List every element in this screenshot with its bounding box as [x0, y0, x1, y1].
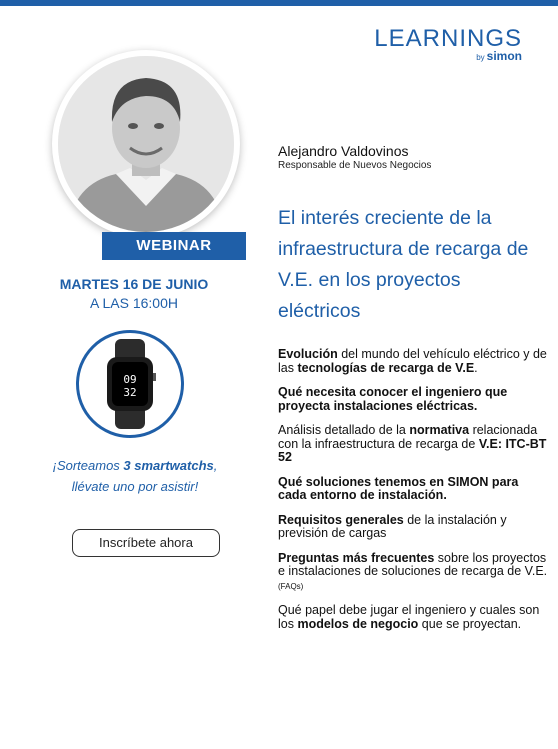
logo-wordmark: LEARNINGS — [374, 25, 522, 52]
learnings-logo — [374, 26, 522, 64]
webinar-time: A LAS 16:00H — [90, 295, 178, 311]
webinar-headline: El interés creciente de la infraestructura de recarga de V.E. en los proyectos eléctricos — [278, 207, 529, 322]
agenda-item: Evolución del mundo del vehículo eléctrico y de las tecnologías de recarga de V.E. — [278, 347, 547, 375]
watch-hours: 09 — [123, 373, 137, 386]
smartwatch-image — [76, 330, 184, 438]
agenda-item: Qué papel debe jugar el ingeniero y cuales son los modelos de negocio que se proyectan. — [278, 603, 540, 631]
watch-minutes: 32 — [123, 386, 137, 399]
agenda-item: Requisitos generales de la instalación y previsión de cargas — [278, 512, 507, 540]
speaker-photo-illustration — [58, 56, 234, 232]
speaker-portrait — [52, 50, 240, 238]
giveaway-line-2: llévate uno por asistir! — [71, 479, 199, 494]
webinar-date: MARTES 16 DE JUNIO — [59, 276, 209, 292]
giveaway-line-1: ¡Sorteamos 3 smartwatchs, — [52, 458, 218, 473]
agenda-item: Qué necesita conocer el ingeniero que proyecta instalaciones eléctricas. — [278, 385, 508, 413]
signup-button[interactable]: Inscríbete ahora — [72, 529, 220, 557]
speaker-role: Responsable de Nuevos Negocios — [278, 160, 432, 171]
agenda-item: Análisis detallado de la normativa relacionada con la infraestructura de recarga de V.E: ITC-BT 52 — [278, 423, 547, 464]
agenda-item: Preguntas más frecuentes sobre los proyectos e instalaciones de soluciones de recarga de V.E. (FAQs) — [278, 550, 548, 591]
logo-by-simon: by simon — [476, 49, 522, 63]
agenda-item: Qué soluciones tenemos en SIMON para cada entorno de instalación. — [278, 474, 519, 502]
speaker-name: Alejandro Valdovinos — [278, 143, 409, 159]
smartwatch-icon — [79, 333, 181, 435]
webinar-badge: WEBINAR — [102, 232, 246, 260]
top-accent-bar — [0, 0, 558, 6]
agenda-list — [278, 348, 548, 642]
